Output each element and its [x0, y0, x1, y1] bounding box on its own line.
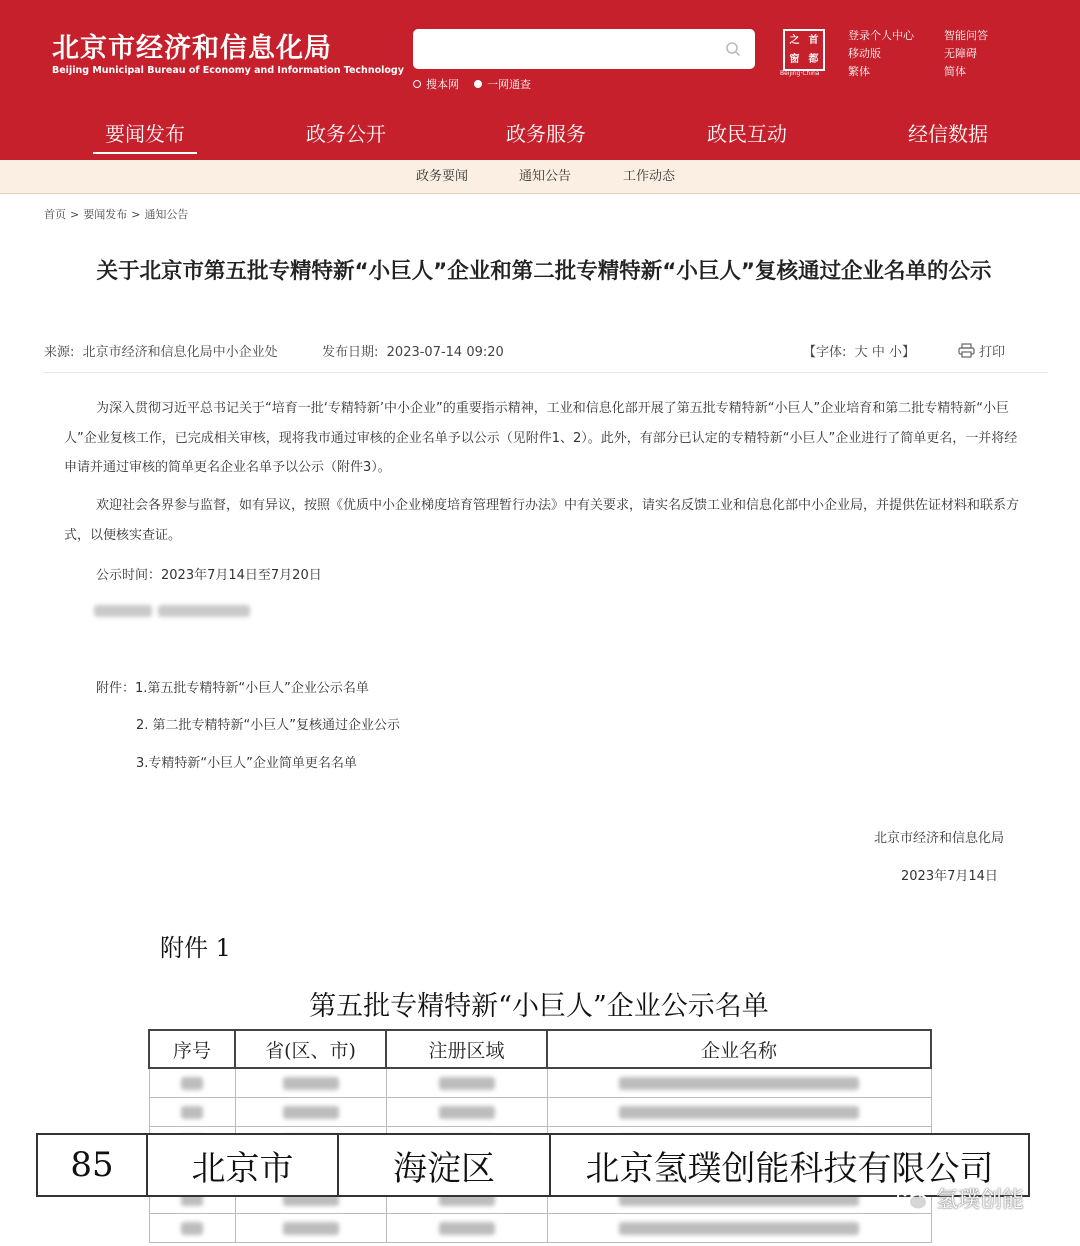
row-company: 北京氢璞创能科技有限公司: [585, 1148, 994, 1189]
highlighted-company-row: [36, 1133, 1030, 1197]
seal-char: 首: [808, 35, 819, 46]
seal-char: 窗: [789, 54, 800, 65]
column-header-index: 序号: [149, 1030, 235, 1068]
print-label: 打印: [979, 345, 1006, 360]
article-title: 关于北京市第五批专精特新“小巨人”企业和第二批专精特新“小巨人”复核通过企业名单的公示: [96, 259, 992, 284]
article-date: [322, 341, 504, 360]
font-size-switcher: [803, 341, 915, 360]
scope-all-radio[interactable]: [474, 76, 531, 92]
attachment-title: 第五批专精特新“小巨人”企业公示名单: [309, 991, 769, 1022]
nav-interaction[interactable]: 政民互动: [707, 122, 787, 146]
subnav-gov-news[interactable]: 政务要闻: [416, 169, 469, 184]
source-value: 北京市经济和信息化局中小企业处: [82, 345, 278, 360]
scope-site-label: 搜本网: [426, 78, 459, 91]
attachment-link-1[interactable]: 附件：1.第五批专精特新“小巨人”企业公示名单: [96, 681, 369, 696]
table-row: [149, 1097, 931, 1126]
column-header-company: 企业名称: [547, 1030, 931, 1068]
print-button[interactable]: [958, 341, 1005, 360]
site-header: [0, 0, 1080, 108]
seal-char: 都: [808, 54, 819, 65]
table-row: [149, 1068, 931, 1097]
seal-caption: Beijing·China: [780, 70, 820, 77]
breadcrumb-home[interactable]: 首页: [44, 208, 66, 221]
nav-gov-affairs[interactable]: 政务公开: [306, 122, 386, 146]
search-box: [413, 29, 755, 69]
row-district: 海淀区: [339, 1135, 551, 1195]
date-label: 发布日期:: [322, 345, 379, 360]
table-row: [149, 1213, 931, 1242]
main-nav: [0, 108, 1080, 160]
search-icon[interactable]: [725, 41, 741, 57]
breadcrumb-separator: >: [70, 208, 80, 221]
signature-date: 2023年7月14日: [901, 869, 998, 884]
paragraph-1: 为深入贯彻习近平总书记关于“培育一批‘专精特新’中小企业”的重要指示精神，工业和信息化部开展了第五批专精特新“小巨人”企业培育和第二批专精特新“小巨人”企业复核工作，已完成相关审核，现将我市通过审核的企业名单予以公示（见附件1、2）。此外，有部分已认定的专精特新“小巨人”企业进行了简单更名，一并将经申请并通过审核的简单更名企业名单予以公示（附件3）。: [64, 401, 1018, 475]
font-size-label: 【字体:: [803, 345, 847, 360]
wechat-watermark: [896, 1183, 1024, 1214]
column-header-province: 省(区、市): [235, 1030, 386, 1068]
site-logo-subtitle: Beijing Municipal Bureau of Economy and Information Technology: [52, 65, 404, 76]
breadcrumb-separator: >: [131, 208, 141, 221]
attachment-link-3[interactable]: 3.专精特新“小巨人”企业简单更名名单: [136, 756, 357, 771]
capital-window-logo[interactable]: [783, 29, 825, 71]
publicity-period: 公示时间：2023年7月14日至7月20日: [96, 568, 322, 583]
site-logo-title[interactable]: 北京市经济和信息化局: [52, 33, 332, 64]
accessibility-link[interactable]: 无障碍: [944, 47, 977, 60]
search-input[interactable]: [413, 29, 713, 69]
simplified-chinese-link[interactable]: 简体: [944, 65, 966, 78]
source-label: 来源:: [44, 345, 75, 360]
scope-all-label: 一网通查: [487, 78, 531, 91]
redacted-contact: [94, 602, 256, 616]
breadcrumb-news[interactable]: 要闻发布: [83, 208, 128, 221]
login-link[interactable]: 登录个人中心: [848, 29, 914, 42]
date-value: 2023-07-14 09:20: [386, 345, 504, 360]
sub-nav: [0, 160, 1080, 194]
article-source: [44, 341, 278, 360]
seal-char: 之: [789, 35, 800, 46]
row-province: 北京市: [148, 1135, 339, 1195]
font-large-button[interactable]: 大: [854, 345, 868, 360]
font-medium-button[interactable]: 中: [871, 345, 885, 360]
traditional-chinese-link[interactable]: 繁体: [848, 65, 870, 78]
paragraph-2: 欢迎社会各界参与监督，如有异议，按照《优质中小企业梯度培育管理暂行办法》中有关要求，请实名反馈工业和信息化部中小企业局，并提供佐证材料和联系方式，以便核实查证。: [64, 498, 1020, 543]
column-header-district: 注册区域: [386, 1030, 547, 1068]
breadcrumb: [44, 206, 188, 222]
smart-qa-link[interactable]: 智能问答: [944, 29, 988, 42]
scope-site-radio[interactable]: [413, 76, 459, 92]
subnav-work-updates[interactable]: 工作动态: [623, 169, 676, 184]
attachment-link-2[interactable]: 2. 第二批专精特新“小巨人”复核通过企业公示: [136, 718, 401, 733]
signature-org: 北京市经济和信息化局: [874, 831, 1005, 846]
mobile-version-link[interactable]: 移动版: [848, 47, 881, 60]
row-index: 85: [38, 1135, 148, 1195]
subnav-notices[interactable]: 通知公告: [519, 169, 572, 184]
attachment-heading: 附件 1: [160, 934, 231, 962]
printer-icon: [958, 343, 975, 358]
nav-gov-services[interactable]: 政务服务: [506, 122, 586, 146]
breadcrumb-notices[interactable]: 通知公告: [144, 208, 189, 221]
watermark-text: 氢璞创能: [936, 1188, 1025, 1213]
radio-checked-icon: [474, 80, 482, 88]
radio-empty-icon: [413, 80, 421, 88]
wechat-icon: [896, 1186, 930, 1212]
nav-news[interactable]: 要闻发布: [85, 108, 205, 160]
divider: [44, 372, 1048, 373]
nav-data[interactable]: 经信数据: [908, 122, 988, 146]
font-small-button[interactable]: 小】: [888, 345, 915, 360]
